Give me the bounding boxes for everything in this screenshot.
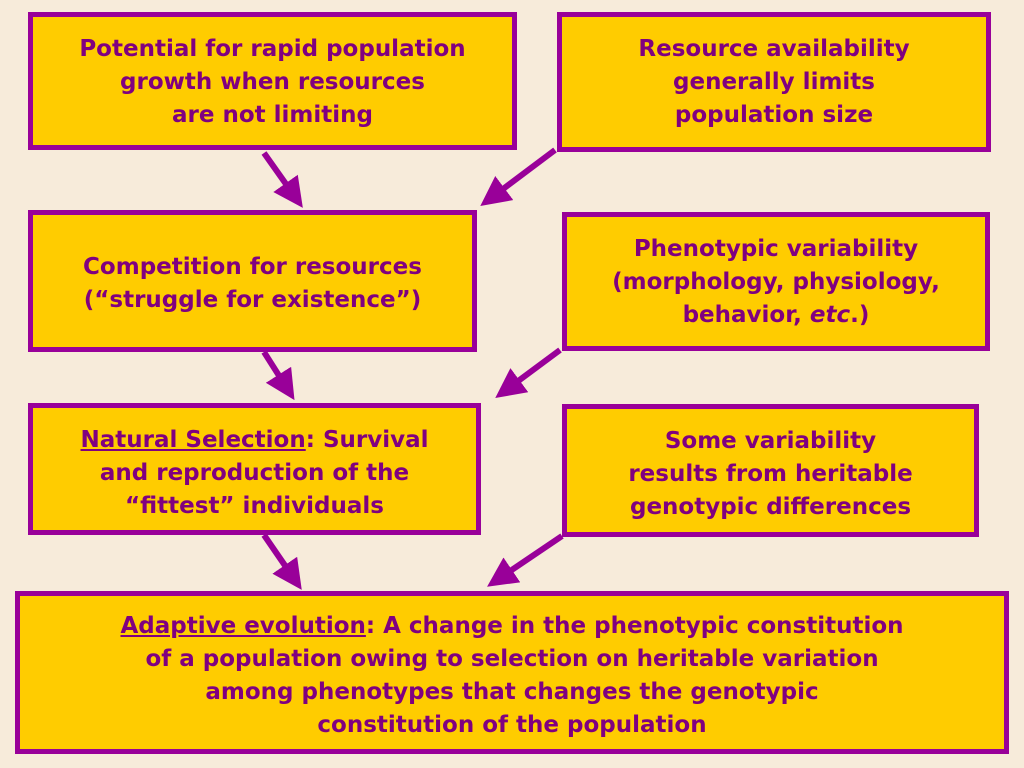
rapid-growth-line-3: are not limiting [172, 102, 373, 128]
natural-selection-line-1 [39, 424, 470, 457]
adaptive-evolution-line-1 [26, 610, 998, 643]
heritable-line-3: genotypic differences [629, 494, 912, 520]
adaptive-evolution-line-1-rest: : A change in the phenotypic constitution [365, 613, 904, 639]
arrow-selection-to-evolution [264, 535, 297, 583]
arrow-variability-to-selection [502, 350, 560, 393]
box-natural-selection [28, 403, 481, 535]
arrow-heritable-to-evolution [494, 536, 562, 582]
heritable-line-2: results from heritable [628, 461, 913, 487]
rapid-growth-line-1: Potential for rapid population [79, 36, 466, 62]
competition-line-1: Competition for resources [83, 254, 422, 280]
resource-limits-line-2: generally limits [673, 69, 875, 95]
resource-limits-line-3: population size [674, 102, 874, 128]
phenotypic-line-3 [573, 299, 979, 332]
adaptive-evolution-line-4: constitution of the population [317, 712, 707, 738]
box-phenotypic-variability [562, 212, 990, 351]
phenotypic-etc-italic: etc [809, 302, 851, 328]
resource-limits-line-1: Resource availability [638, 36, 910, 62]
natural-selection-line-1-rest: : Survival [305, 427, 429, 453]
natural-selection-line-2: and reproduction of the [99, 460, 410, 486]
box-resource-limits [557, 12, 991, 152]
arrow-growth-to-competition [264, 153, 298, 201]
adaptive-evolution-term: Adaptive evolution [120, 613, 366, 639]
box-adaptive-evolution [15, 591, 1009, 754]
natural-selection-term: Natural Selection [80, 427, 306, 453]
arrow-resources-to-competition [487, 150, 555, 201]
box-rapid-growth [28, 12, 517, 150]
adaptive-evolution-line-2: of a population owing to selection on heritable variation [145, 646, 879, 672]
arrow-competition-to-selection [264, 352, 290, 393]
phenotypic-line-3-start: behavior, [682, 302, 810, 328]
box-heritable-variability [562, 404, 979, 537]
heritable-line-1: Some variability [664, 428, 877, 454]
rapid-growth-line-2: growth when resources [120, 69, 425, 95]
phenotypic-line-3-end: .) [850, 302, 870, 328]
phenotypic-line-1: Phenotypic variability [633, 236, 919, 262]
natural-selection-line-3: “fittest” individuals [125, 493, 384, 519]
phenotypic-line-2: (morphology, physiology, [612, 269, 940, 295]
adaptive-evolution-line-3: among phenotypes that changes the genotypic [205, 679, 819, 705]
box-competition [28, 210, 477, 352]
competition-line-2: (“struggle for existence”) [83, 287, 422, 313]
